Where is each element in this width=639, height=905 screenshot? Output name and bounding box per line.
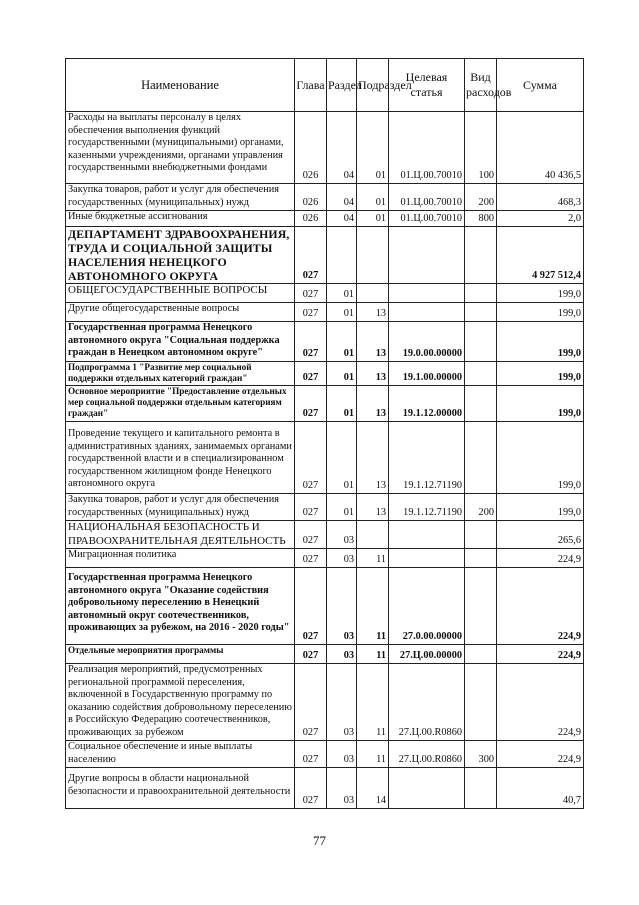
row-amount: 265,6 <box>497 521 584 549</box>
row-expense-type <box>465 386 497 422</box>
row-target: 19.1.12.71190 <box>389 494 465 521</box>
row-subsection <box>357 284 389 303</box>
row-target: 27.Ц.00.R0860 <box>389 664 465 741</box>
row-expense-type: 200 <box>465 494 497 521</box>
row-subsection: 13 <box>357 322 389 362</box>
row-name: Иные бюджетные ассигнования <box>66 211 295 227</box>
row-name: Реализация мероприятий, предусмотренных региональной программой переселения, включенной в Государственную программу по оказанию содействия добровольному переселению в Российскую Федерацию соотечественников, проживающих за рубежом <box>66 664 295 741</box>
row-name: ДЕПАРТАМЕНТ ЗДРАВООХРАНЕНИЯ, ТРУДА И СОЦИАЛЬНОЙ ЗАЩИТЫ НАСЕЛЕНИЯ НЕНЕЦКОГО АВТОНОМНОГО ОКРУГА <box>66 227 295 284</box>
row-subsection: 13 <box>357 386 389 422</box>
row-amount: 199,0 <box>497 362 584 386</box>
row-expense-type: 100 <box>465 112 497 184</box>
row-chapter: 027 <box>295 549 327 568</box>
row-chapter: 027 <box>295 386 327 422</box>
row-subsection <box>357 227 389 284</box>
row-name: Другие общегосударственные вопросы <box>66 303 295 322</box>
row-target <box>389 284 465 303</box>
row-expense-type <box>465 645 497 664</box>
row-section: 01 <box>327 362 357 386</box>
row-section: 01 <box>327 322 357 362</box>
table-row <box>66 322 584 362</box>
row-name: Миграционная политика <box>66 549 295 568</box>
row-amount: 224,9 <box>497 568 584 645</box>
row-amount: 224,9 <box>497 664 584 741</box>
row-chapter: 027 <box>295 362 327 386</box>
row-chapter: 027 <box>295 568 327 645</box>
header-amount: Сумма <box>497 59 584 112</box>
header-name: Наименование <box>66 59 295 112</box>
row-target: 01.Ц.00.70010 <box>389 184 465 211</box>
row-name: Закупка товаров, работ и услуг для обеспечения государственных (муниципальных) нужд <box>66 184 295 211</box>
row-expense-type <box>465 664 497 741</box>
row-section: 04 <box>327 112 357 184</box>
row-expense-type <box>465 568 497 645</box>
row-expense-type: 200 <box>465 184 497 211</box>
row-target: 19.1.00.00000 <box>389 362 465 386</box>
row-subsection: 01 <box>357 211 389 227</box>
row-subsection: 13 <box>357 303 389 322</box>
row-chapter: 027 <box>295 303 327 322</box>
row-section: 03 <box>327 549 357 568</box>
row-section <box>327 227 357 284</box>
row-chapter: 027 <box>295 284 327 303</box>
row-amount: 40 436,5 <box>497 112 584 184</box>
row-chapter: 027 <box>295 741 327 768</box>
row-subsection: 11 <box>357 568 389 645</box>
table-row <box>66 741 584 768</box>
row-name: Государственная программа Ненецкого автономного округа "Социальная поддержка граждан в Ненецком автономном округе" <box>66 322 295 362</box>
table-row <box>66 568 584 645</box>
table-row <box>66 521 584 549</box>
row-chapter: 026 <box>295 184 327 211</box>
table-row <box>66 768 584 809</box>
row-amount: 199,0 <box>497 422 584 494</box>
row-expense-type: 800 <box>465 211 497 227</box>
row-section: 03 <box>327 521 357 549</box>
header-subsection: Подраздел <box>357 59 389 112</box>
row-chapter: 027 <box>295 494 327 521</box>
row-name: Расходы на выплаты персоналу в целях обеспечения выполнения функций государственными (муниципальными) органами, казенными учреждениями, органами управления государственными внебюджетными фондами <box>66 112 295 184</box>
row-name: Подпрограмма 1 "Развитие мер социальной поддержки отдельных категорий граждан" <box>66 362 295 386</box>
row-amount: 224,9 <box>497 741 584 768</box>
row-name: Основное мероприятие "Предоставление отдельных мер социальной поддержки отдельным категориям граждан" <box>66 386 295 422</box>
row-subsection: 11 <box>357 549 389 568</box>
row-target <box>389 549 465 568</box>
row-chapter: 027 <box>295 768 327 809</box>
row-amount: 2,0 <box>497 211 584 227</box>
row-target <box>389 768 465 809</box>
table-row <box>66 422 584 494</box>
page-number: 77 <box>313 833 326 848</box>
row-chapter: 027 <box>295 322 327 362</box>
header-target: Целевая статья <box>389 59 465 112</box>
row-name: Социальное обеспечение и иные выплаты населению <box>66 741 295 768</box>
row-target <box>389 521 465 549</box>
row-section: 03 <box>327 768 357 809</box>
row-target <box>389 303 465 322</box>
table-row <box>66 362 584 386</box>
row-subsection: 11 <box>357 741 389 768</box>
row-amount: 199,0 <box>497 494 584 521</box>
table-row <box>66 112 584 184</box>
row-amount: 224,9 <box>497 645 584 664</box>
table-row <box>66 227 584 284</box>
row-target: 19.1.12.00000 <box>389 386 465 422</box>
row-amount: 4 927 512,4 <box>497 227 584 284</box>
row-subsection: 13 <box>357 494 389 521</box>
row-subsection: 13 <box>357 362 389 386</box>
table-row <box>66 284 584 303</box>
row-target: 01.Ц.00.70010 <box>389 112 465 184</box>
row-target: 27.Ц.00.00000 <box>389 645 465 664</box>
row-section: 04 <box>327 211 357 227</box>
row-section: 01 <box>327 284 357 303</box>
row-expense-type: 300 <box>465 741 497 768</box>
row-section: 03 <box>327 664 357 741</box>
row-expense-type <box>465 768 497 809</box>
row-subsection: 14 <box>357 768 389 809</box>
table-row <box>66 303 584 322</box>
row-section: 01 <box>327 386 357 422</box>
row-expense-type <box>465 422 497 494</box>
row-expense-type <box>465 362 497 386</box>
table-row <box>66 664 584 741</box>
row-amount: 199,0 <box>497 284 584 303</box>
row-target: 27.0.00.00000 <box>389 568 465 645</box>
row-section: 03 <box>327 741 357 768</box>
row-subsection: 01 <box>357 184 389 211</box>
row-section: 01 <box>327 422 357 494</box>
row-expense-type <box>465 227 497 284</box>
row-section: 04 <box>327 184 357 211</box>
table-row <box>66 494 584 521</box>
row-subsection: 11 <box>357 645 389 664</box>
row-amount: 40,7 <box>497 768 584 809</box>
row-chapter: 027 <box>295 227 327 284</box>
row-name: Отдельные мероприятия программы <box>66 645 295 664</box>
row-name: Проведение текущего и капитального ремонта в административных зданиях, занимаемых органами государственной власти и в специализированном государственном жилищном фонде Ненецкого автономного округа <box>66 422 295 494</box>
row-amount: 199,0 <box>497 322 584 362</box>
row-name: ОБЩЕГОСУДАРСТВЕННЫЕ ВОПРОСЫ <box>66 284 295 303</box>
header-section: Раздел <box>327 59 357 112</box>
row-expense-type <box>465 549 497 568</box>
row-name: НАЦИОНАЛЬНАЯ БЕЗОПАСНОСТЬ И ПРАВООХРАНИТЕЛЬНАЯ ДЕЯТЕЛЬНОСТЬ <box>66 521 295 549</box>
table-row <box>66 386 584 422</box>
row-target: 01.Ц.00.70010 <box>389 211 465 227</box>
row-chapter: 026 <box>295 112 327 184</box>
row-section: 01 <box>327 303 357 322</box>
row-expense-type <box>465 303 497 322</box>
row-chapter: 027 <box>295 521 327 549</box>
row-amount: 199,0 <box>497 386 584 422</box>
row-section: 03 <box>327 568 357 645</box>
budget-table <box>65 58 584 809</box>
row-target: 19.1.12.71190 <box>389 422 465 494</box>
row-name: Государственная программа Ненецкого автономного округа "Оказание содействия добровольному переселению в Ненецкий автономный округ соотечественников, проживающих за рубежом, на 2016 - 2020 годы" <box>66 568 295 645</box>
row-section: 01 <box>327 494 357 521</box>
header-chapter: Глава <box>295 59 327 112</box>
row-expense-type <box>465 322 497 362</box>
row-section: 03 <box>327 645 357 664</box>
row-amount: 199,0 <box>497 303 584 322</box>
row-subsection: 01 <box>357 112 389 184</box>
row-subsection: 11 <box>357 664 389 741</box>
table-row <box>66 549 584 568</box>
row-chapter: 026 <box>295 211 327 227</box>
row-target: 27.Ц.00.R0860 <box>389 741 465 768</box>
row-expense-type <box>465 284 497 303</box>
row-chapter: 027 <box>295 422 327 494</box>
row-name: Другие вопросы в области национальной безопасности и правоохранительной деятельности <box>66 768 295 809</box>
header-row <box>66 59 584 112</box>
row-amount: 468,3 <box>497 184 584 211</box>
row-chapter: 027 <box>295 645 327 664</box>
row-subsection <box>357 521 389 549</box>
row-name: Закупка товаров, работ и услуг для обеспечения государственных (муниципальных) нужд <box>66 494 295 521</box>
table-row <box>66 184 584 211</box>
row-expense-type <box>465 521 497 549</box>
row-amount: 224,9 <box>497 549 584 568</box>
table-row <box>66 645 584 664</box>
row-target: 19.0.00.00000 <box>389 322 465 362</box>
row-subsection: 13 <box>357 422 389 494</box>
table-row <box>66 211 584 227</box>
row-target <box>389 227 465 284</box>
row-chapter: 027 <box>295 664 327 741</box>
header-expense-type: Вид расходов <box>465 59 497 112</box>
